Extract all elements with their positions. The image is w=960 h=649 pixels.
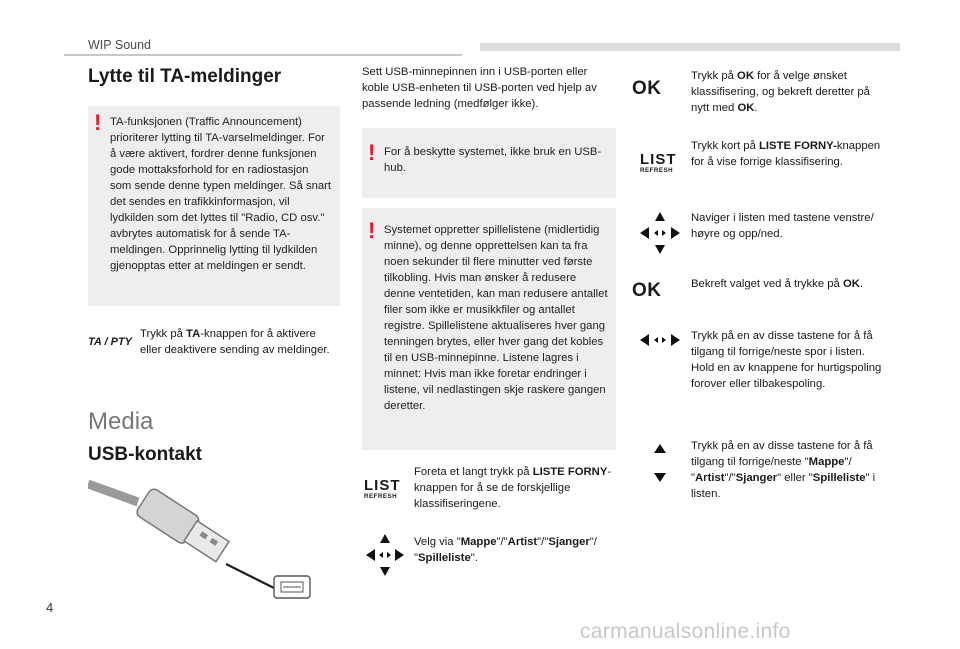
- left-right-arrows-icon: [638, 332, 682, 348]
- ok-select-row: [632, 68, 900, 124]
- track-skip-description: Trykk på en av disse tastene for å få tilgang til forrige/neste spor i listen. Hold en av knappene for hurtigspoling forover eller tilbakespoling.: [691, 330, 882, 390]
- up-down-arrows-icon: [652, 442, 668, 484]
- usb-hub-note-text: For å beskytte systemet, ikke bruk en USB-hub.: [384, 146, 602, 174]
- four-way-arrows-icon: [638, 210, 682, 256]
- header-divider-left: [64, 54, 462, 56]
- usb-hub-warning-note: [362, 128, 616, 198]
- folder-skip-row: [632, 438, 900, 508]
- list-refresh-row: [362, 464, 616, 524]
- list-short-press-description: Trykk kort på LISTE FORNY-knappen for å vise forrige klassifisering.: [691, 140, 881, 168]
- list-refresh-description: Foreta et langt trykk på LISTE FORNY-knappen for å se de forskjellige klassifiseringene.: [414, 466, 612, 510]
- confirm-description: Bekreft valget ved å trykke på OK.: [691, 278, 864, 290]
- navigate-row: [632, 210, 900, 262]
- confirm-row: [632, 276, 900, 306]
- warning-icon: !: [368, 140, 376, 165]
- list-short-press-row: [632, 138, 900, 190]
- folder-skip-description: Trykk på en av disse tastene for å få tilgang til forrige/neste "Mappe"/ "Artist"/"Sjanger" eller "Spilleliste" i listen.: [691, 440, 876, 500]
- header-divider-right: [480, 43, 900, 51]
- track-skip-row: [632, 328, 900, 412]
- ta-button-row: [88, 326, 340, 386]
- usb-plug-illustration: [88, 476, 318, 600]
- warning-icon: !: [368, 218, 376, 243]
- section-header-label: WIP Sound: [88, 38, 152, 52]
- navigate-description: Naviger i listen med tastene venstre/ høyre og opp/ned.: [691, 212, 874, 240]
- select-row: [362, 532, 616, 586]
- ta-pty-button-icon: TA / PTY: [88, 336, 132, 348]
- column-middle: [362, 64, 616, 586]
- ok-select-description: Trykk på OK for å velge ønsket klassifisering, og bekreft deretter på nytt med OK.: [691, 70, 870, 114]
- playlist-note-text: Systemet oppretter spillelistene (midlertidig minne), og denne opprettelsen kan ta fra noen sekunder til flere minutter ved første tilkobling. Hvis man ønsker å redusere denne ventetiden, kan man redusere antallet filer som ikke er musikkfiler og antallet registre. Spillelistene aktualiseres hver gang tenningen brytes, eller hver gang det kobles til en USB-minnepinne. Listene lagres i minnet: Hvis man ikke foretar endringer i listene, vil nedlastingen skje raskere gangen deretter.: [384, 224, 608, 412]
- ta-warning-note: [88, 106, 340, 306]
- media-heading: Media: [88, 408, 154, 435]
- column-left: [88, 64, 340, 466]
- page-number: 4: [46, 600, 54, 615]
- warning-icon: !: [94, 110, 102, 135]
- playlist-warning-note: [362, 208, 616, 450]
- watermark-text: carmanualsonline.info: [580, 620, 791, 643]
- four-way-arrows-icon: [364, 532, 406, 578]
- ta-section-title: Lytte til TA-meldinger: [88, 66, 282, 87]
- select-description: Velg via "Mappe"/"Artist"/"Sjanger"/ "Spilleliste".: [414, 536, 597, 564]
- list-refresh-icon: LIST REFRESH: [364, 477, 401, 500]
- usb-section-title: USB-kontakt: [88, 444, 203, 465]
- ta-note-text: TA-funksjonen (Traffic Announcement) prioriterer lytting til TA-varselmeldinger. For å være aktivert, fordrer denne funksjonen gode mottaksforhold for en radiostasjon som sende denne typen meldinger. Så snart det sendes en trafikkinformasjon, vil lydkilden som det lyttes til "Radio, CD osv." avbrytes automatisk for å sende TA-meldingen. Opprinnelig lytting til lydkilden gjenopptas etter at meldingen er sendt.: [110, 116, 332, 272]
- ok-button-icon: OK: [632, 280, 662, 301]
- ok-button-icon: OK: [632, 78, 662, 99]
- list-refresh-icon: LIST REFRESH: [640, 151, 677, 174]
- ta-button-description: Trykk på TA-knappen for å aktivere eller deaktivere sending av meldinger.: [140, 328, 330, 356]
- usb-intro-text: Sett USB-minnepinnen inn i USB-porten eller koble USB-enheten til USB-porten ved hjelp av passende ledning (medfølger ikke).: [362, 66, 597, 110]
